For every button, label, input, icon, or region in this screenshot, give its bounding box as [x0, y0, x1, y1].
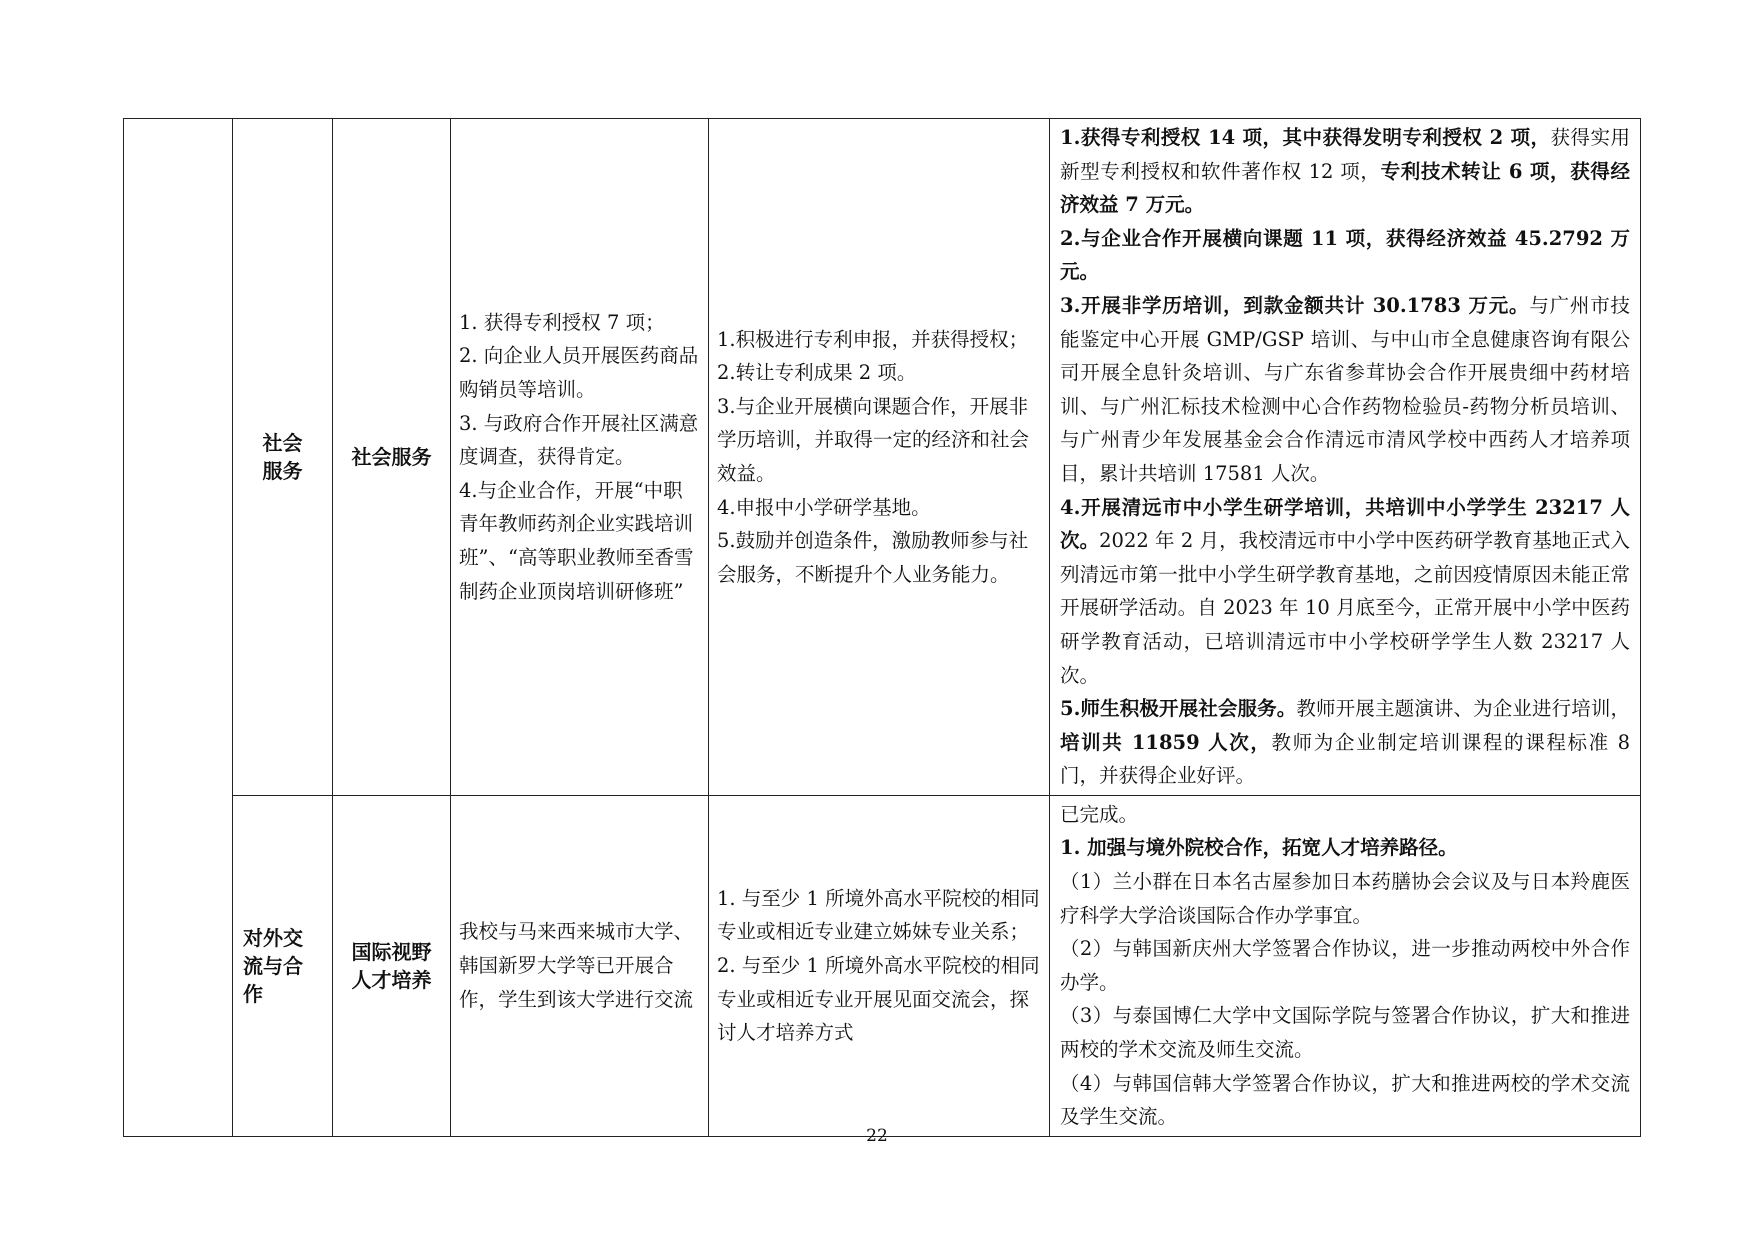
target-item: 5.鼓励并创造条件，激励教师参与社会服务，不断提升个人业务能力。 — [717, 529, 1029, 586]
achievement-item: （1）兰小群在日本名古屋参加日本药膳协会会议及与日本羚鹿医疗科学大学洽谈国际合作办学事宜。 — [1060, 870, 1630, 927]
target-item: 2. 与至少 1 所境外高水平院校的相同专业或相近专业开展见面交流会，探讨人才培养方式 — [717, 954, 1040, 1045]
item-line: 人才培养 — [351, 967, 432, 992]
table-row-social-service — [124, 119, 1641, 796]
report-table — [123, 118, 1641, 1137]
empty-left-cell — [124, 119, 233, 1137]
achievement-bold: 2.与企业合作开展横向课题 11 项，获得经济效益 45.2792 万元。 — [1060, 226, 1630, 284]
baseline-item: 我校与马来西来城市大学、韩国新罗大学等已开展合作，学生到该大学进行交流 — [459, 920, 694, 1011]
achievement-item — [1060, 692, 1630, 793]
category-line: 对外交 — [243, 925, 303, 950]
achievement-bold: 专利技术转让 6 项，获得经济效益 7 万元。 — [1060, 159, 1630, 217]
target-item: 1.积极进行专利申报，并获得授权； — [717, 327, 1029, 351]
achievement-item — [1060, 121, 1630, 222]
status-text: 已完成。 — [1060, 802, 1139, 826]
achievement-bold: 培训共 11859 人次， — [1060, 730, 1272, 754]
target-item: 3.与企业开展横向课题合作，开展非学历培训，并取得一定的经济和社会效益。 — [717, 394, 1030, 485]
page-number: 22 — [866, 1126, 888, 1146]
category-line: 作 — [243, 981, 263, 1006]
item-cell — [333, 795, 451, 1136]
achievement-text: 与广州市技能鉴定中心开展 GMP/GSP 培训、与中山市全息健康咨询有限公司开展全息针灸培训、与广东省参茸协会合作开展贵细中药材培训、与广州汇标技术检测中心合作药物检验员-药物分析员培训、与广州青少年发展基金会合作清远市清风学校中西药人才培养项目，累计共培训 17581 人次。 — [1060, 293, 1630, 485]
baseline-cell — [451, 795, 709, 1136]
achievement-heading: 1. 加强与境外院校合作，拓宽人才培养路径。 — [1060, 836, 1458, 860]
target-cell — [709, 795, 1050, 1136]
table-row-international — [124, 795, 1641, 1136]
achievement-bold: 3.开展非学历培训，到款金额共计 30.1783 万元。 — [1060, 293, 1530, 317]
category-line: 服务 — [262, 458, 303, 483]
category-cell — [233, 119, 333, 796]
target-cell — [709, 119, 1050, 796]
category-line: 社会 — [262, 430, 303, 455]
achievement-item: （3）与泰国博仁大学中文国际学院与签署合作协议，扩大和推进两校的学术交流及师生交流。 — [1060, 1004, 1630, 1062]
achievement-bold: 1.获得专利授权 14 项，其中获得发明专利授权 2 项， — [1060, 126, 1551, 149]
achievement-item: （4）与韩国信韩大学签署合作协议，扩大和推进两校的学术交流及学生交流。 — [1060, 1071, 1630, 1129]
target-item: 1. 与至少 1 所境外高水平院校的相同专业或相近专业建立姊妹专业关系； — [717, 886, 1040, 944]
item-line: 社会服务 — [351, 444, 432, 469]
achievement-cell — [1050, 119, 1641, 796]
achievement-text: 2022 年 2 月，我校清远市中小学中医药研学教育基地正式入列清远市第一批中小学生研学教育基地，之前因疫情原因未能正常开展研学活动。自 2023 年 10 月底至今，正常开展中小学中医药研学教育活动，已培训清远市中小学校研学学生人数 23217 人次。 — [1060, 529, 1630, 687]
achievement-item — [1060, 289, 1630, 491]
achievement-item — [1060, 491, 1630, 693]
baseline-item: 2. 向企业人员开展医药商品购销员等培训。 — [459, 344, 699, 401]
target-item: 2.转让专利成果 2 项。 — [717, 361, 917, 385]
item-line: 国际视野 — [351, 939, 432, 964]
baseline-cell — [451, 119, 709, 796]
baseline-item: 4.与企业合作，开展“中职青年教师药剂企业实践培训班”、“高等职业教师至香雪制药企业顶岗培训研修班” — [459, 478, 694, 603]
category-cell — [233, 795, 333, 1136]
baseline-item: 1. 获得专利授权 7 项； — [459, 310, 665, 334]
category-line: 流与合 — [243, 953, 303, 978]
achievement-item: （2）与韩国新庆州大学签署合作协议，进一步推动两校中外合作办学。 — [1060, 937, 1630, 994]
target-item: 4.申报中小学研学基地。 — [717, 495, 931, 519]
achievement-cell — [1050, 795, 1641, 1136]
achievement-text: 获得实用新型专利授权和软件著作权 12 项， — [1060, 126, 1630, 183]
achievement-text: 教师为企业制定培训课程的课程标准 8 门，并获得企业好评。 — [1060, 730, 1630, 788]
achievement-text: 教师开展主题演讲、为企业进行培训， — [1296, 697, 1630, 721]
achievement-bold: 5.师生积极开展社会服务。 — [1060, 697, 1297, 721]
achievement-item — [1060, 222, 1630, 289]
item-cell — [333, 119, 451, 796]
baseline-item: 3. 与政府合作开展社区满意度调查，获得肯定。 — [459, 411, 699, 469]
achievement-bold: 4.开展清远市中小学生研学培训，共培训中小学学生 23217 人次。 — [1060, 495, 1630, 553]
